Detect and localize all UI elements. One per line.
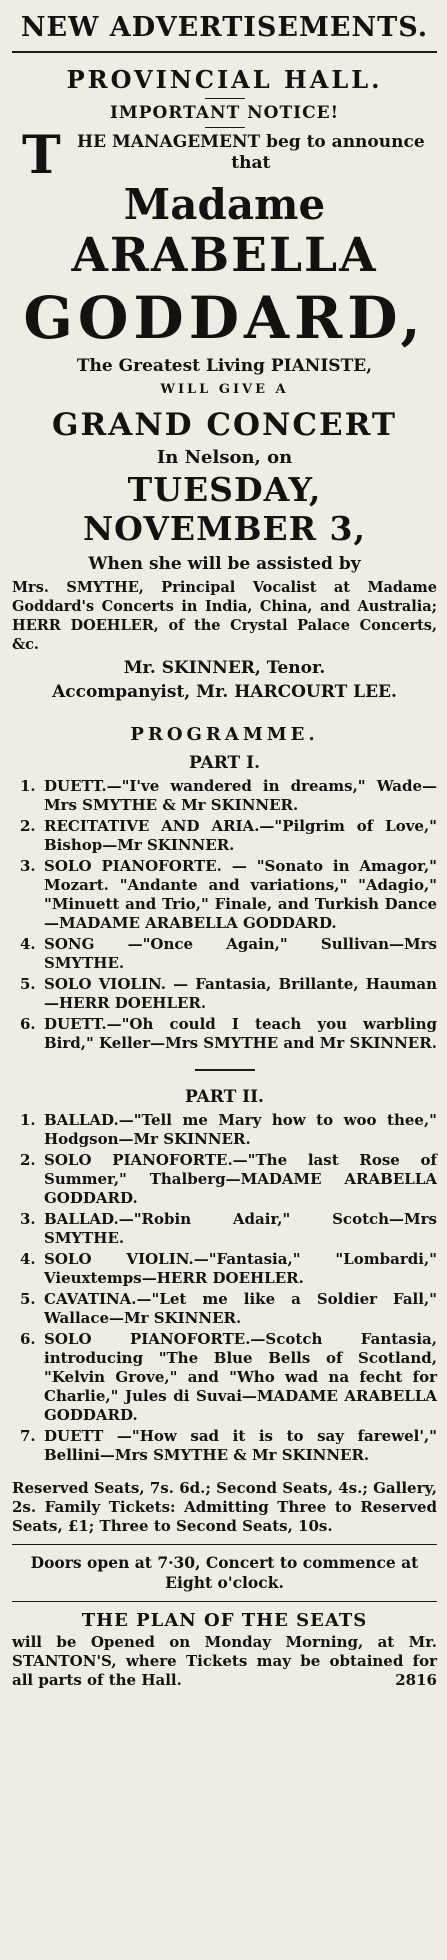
seat-plan-text: will be Opened on Monday Morning, at Mr. STANTON'S, where Tickets may be obtained for all parts of the Hall. 2816 [12, 1633, 437, 1689]
divider [12, 1601, 437, 1602]
event-title: GRAND CONCERT [52, 407, 397, 443]
list-item: 7. DUETT —"How sad it is to say farewel'," Bellini—Mrs SMYTHE & Mr SKINNER. [20, 1427, 437, 1464]
accompanyist-line: Accompanyist, Mr. HARCOURT LEE. [52, 682, 397, 702]
announce-line: that [231, 153, 271, 173]
list-item: 4. SOLO VIOLIN.—"Fantasia," "Lombardi," Vieuxtemps—HERR DOEHLER. [20, 1250, 437, 1287]
reference-number: 2816 [395, 1671, 437, 1689]
ticket-prices: Reserved Seats, 7s. 6d.; Second Seats, 4s.; Gallery, 2s. Family Tickets: Admitting Three to Reserved Seats, £1; Three to Second Seats, 10s. [12, 1479, 437, 1535]
artist-tagline: The Greatest Living PIANISTE, [76, 356, 373, 376]
list-item: 4. SONG —"Once Again," Sullivan—Mrs SMYTHE. [20, 935, 437, 972]
announcement [12, 125, 437, 186]
announce-line: HE MANAGEMENT beg to announce [77, 132, 425, 152]
divider [195, 1069, 255, 1071]
location-line: In Nelson, on [156, 447, 293, 468]
doors-open-text: Doors open at 7·30, Concert to commence at Eight o'clock. [30, 1553, 419, 1592]
list-item: 3. BALLAD.—"Robin Adair," Scotch—Mrs SMYTHE. [20, 1210, 437, 1247]
venue-title: PROVINCIAL HALL. [66, 65, 383, 94]
list-item: 6. SOLO PIANOFORTE.—Scotch Fantasia, introducing "The Blue Bells of Scotland, "Kelvin Grove," and "Who wad na fecht for Charlie," Jules di Suvai—MADAME ARABELLA GODDARD. [20, 1330, 437, 1424]
list-item: 3. SOLO PIANOFORTE. — "Sonato in Amagor," Mozart. "Andante and variations," "Adagio," "Minuett and Trio," Finale, and Turkish Dance—MADAME ARABELLA GODDARD. [20, 857, 437, 932]
list-item: 5. SOLO VIOLIN. — Fantasia, Brillante, Hauman—HERR DOEHLER. [20, 975, 437, 1012]
assisted-line: When she will be assisted by [88, 554, 361, 574]
divider [12, 1544, 437, 1545]
list-item: 2. SOLO PIANOFORTE.—"The last Rose of Summer," Thalberg—MADAME ARABELLA GODDARD. [20, 1151, 437, 1207]
part-one-list [12, 777, 437, 1053]
list-item: 2. RECITATIVE AND ARIA.—"Pilgrim of Love," Bishop—Mr SKINNER. [20, 817, 437, 854]
tenor-line: Mr. SKINNER, Tenor. [123, 658, 326, 678]
header-rule [12, 51, 437, 53]
part-two-title: PART II. [185, 1087, 264, 1107]
drop-cap: T [22, 125, 61, 186]
artist-first-name: ARABELLA [71, 228, 378, 283]
list-item: 1. DUETT.—"I've wandered in dreams," Wade—Mrs SMYTHE & Mr SKINNER. [20, 777, 437, 814]
list-item: 1. BALLAD.—"Tell me Mary how to woo thee," Hodgson—Mr SKINNER. [20, 1111, 437, 1148]
assistants-text: Mrs. SMYTHE, Principal Vocalist at Madame Goddard's Concerts in India, China, and Australia; HERR DOEHLER, of the Crystal Palace Concerts, &c. [12, 579, 437, 653]
will-give-line: WILL GIVE A [160, 382, 289, 397]
divider [205, 98, 245, 99]
seat-plan-title: THE PLAN OF THE SEATS [81, 1610, 368, 1631]
divider [205, 127, 245, 128]
part-one-title: PART I. [188, 753, 260, 773]
notice-heading: IMPORTANT NOTICE! [109, 103, 340, 123]
list-item: 6. DUETT.—"Oh could I teach you warbling Bird," Keller—Mrs SMYTHE and Mr SKINNER. [20, 1015, 437, 1052]
artist-last-name: GODDARD, [23, 284, 426, 352]
event-date: TUESDAY, NOVEMBER 3, [82, 470, 367, 548]
artist-honorific: Madame [123, 180, 326, 229]
section-header: NEW ADVERTISEMENTS. [20, 12, 429, 43]
part-two-list [12, 1111, 437, 1465]
programme-title: PROGRAMME. [130, 724, 319, 745]
list-item: 5. CAVATINA.—"Let me like a Soldier Fall," Wallace—Mr SKINNER. [20, 1290, 437, 1327]
